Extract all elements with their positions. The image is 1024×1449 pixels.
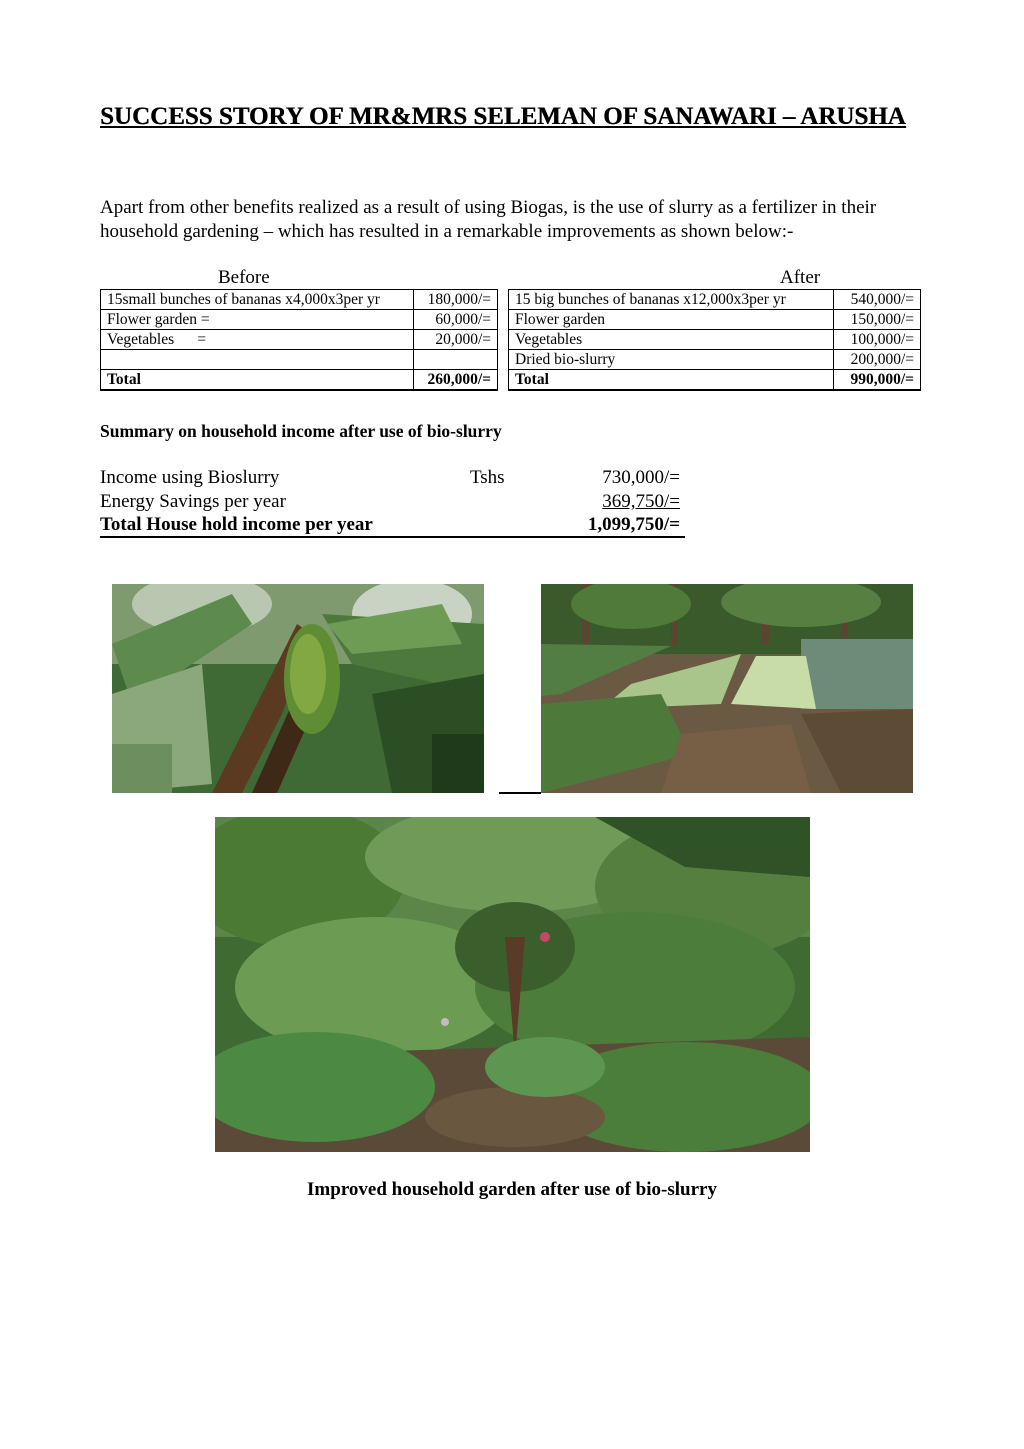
summary-label: Total House hold income per year xyxy=(100,514,373,535)
after-total-label: Total xyxy=(509,370,834,391)
summary-amount: 730,000/= xyxy=(602,467,680,488)
before-value: 20,000/= xyxy=(414,330,498,350)
table-row xyxy=(101,290,498,310)
summary-label: Energy Savings per year xyxy=(100,491,286,512)
table-row xyxy=(509,350,921,370)
before-item: Flower garden = xyxy=(101,310,414,330)
before-value: 60,000/= xyxy=(414,310,498,330)
before-value: 180,000/= xyxy=(414,290,498,310)
table-row xyxy=(509,290,921,310)
household-garden-photo xyxy=(215,817,810,1152)
after-total-value: 990,000/= xyxy=(833,370,921,391)
after-value: 200,000/= xyxy=(833,350,921,370)
total-underline xyxy=(100,536,685,538)
after-item: Flower garden xyxy=(509,310,834,330)
summary-row-income xyxy=(100,466,700,490)
after-item: 15 big bunches of bananas x12,000x3per yr xyxy=(509,290,834,310)
summary-amount: 1,099,750/= xyxy=(587,514,680,535)
table-row xyxy=(509,310,921,330)
table-row xyxy=(509,330,921,350)
before-item: 15small bunches of bananas x4,000x3per yr xyxy=(101,290,414,310)
summary-unit: Tshs xyxy=(470,467,505,488)
summary-label: Income using Bioslurry xyxy=(100,467,280,488)
before-heading: Before xyxy=(218,267,270,288)
page-title: SUCCESS STORY OF MR&MRS SELEMAN OF SANAWARI – ARUSHA xyxy=(100,103,906,130)
before-value xyxy=(414,350,498,370)
vegetable-beds-photo xyxy=(541,584,913,793)
after-value: 100,000/= xyxy=(833,330,921,350)
banana-plant-photo xyxy=(112,584,484,793)
table-row xyxy=(101,330,498,350)
after-value: 540,000/= xyxy=(833,290,921,310)
before-item: Vegetables = xyxy=(101,330,414,350)
before-item xyxy=(101,350,414,370)
table-row xyxy=(101,370,498,391)
table-row xyxy=(509,370,921,391)
after-item: Vegetables xyxy=(509,330,834,350)
table-row xyxy=(101,310,498,330)
after-item: Dried bio-slurry xyxy=(509,350,834,370)
table-row xyxy=(101,350,498,370)
summary-row-total xyxy=(100,513,700,537)
photo-caption: Improved household garden after use of bio-slurry xyxy=(307,1179,717,1200)
before-table xyxy=(100,289,498,391)
before-total-value: 260,000/= xyxy=(414,370,498,391)
before-total-label: Total xyxy=(101,370,414,391)
summary-row-energy xyxy=(100,490,700,514)
separator-line xyxy=(499,792,541,794)
after-value: 150,000/= xyxy=(833,310,921,330)
after-heading: After xyxy=(780,267,821,288)
after-table xyxy=(508,289,921,391)
summary-amount: 369,750/= xyxy=(602,491,680,512)
intro-paragraph: Apart from other benefits realized as a result of using Biogas, is the use of slurry as a fertilizer in their household gardening – which has resulted in a remarkable improvements as shown below:- xyxy=(100,197,877,242)
summary-heading: Summary on household income after use of bio-slurry xyxy=(100,421,502,441)
